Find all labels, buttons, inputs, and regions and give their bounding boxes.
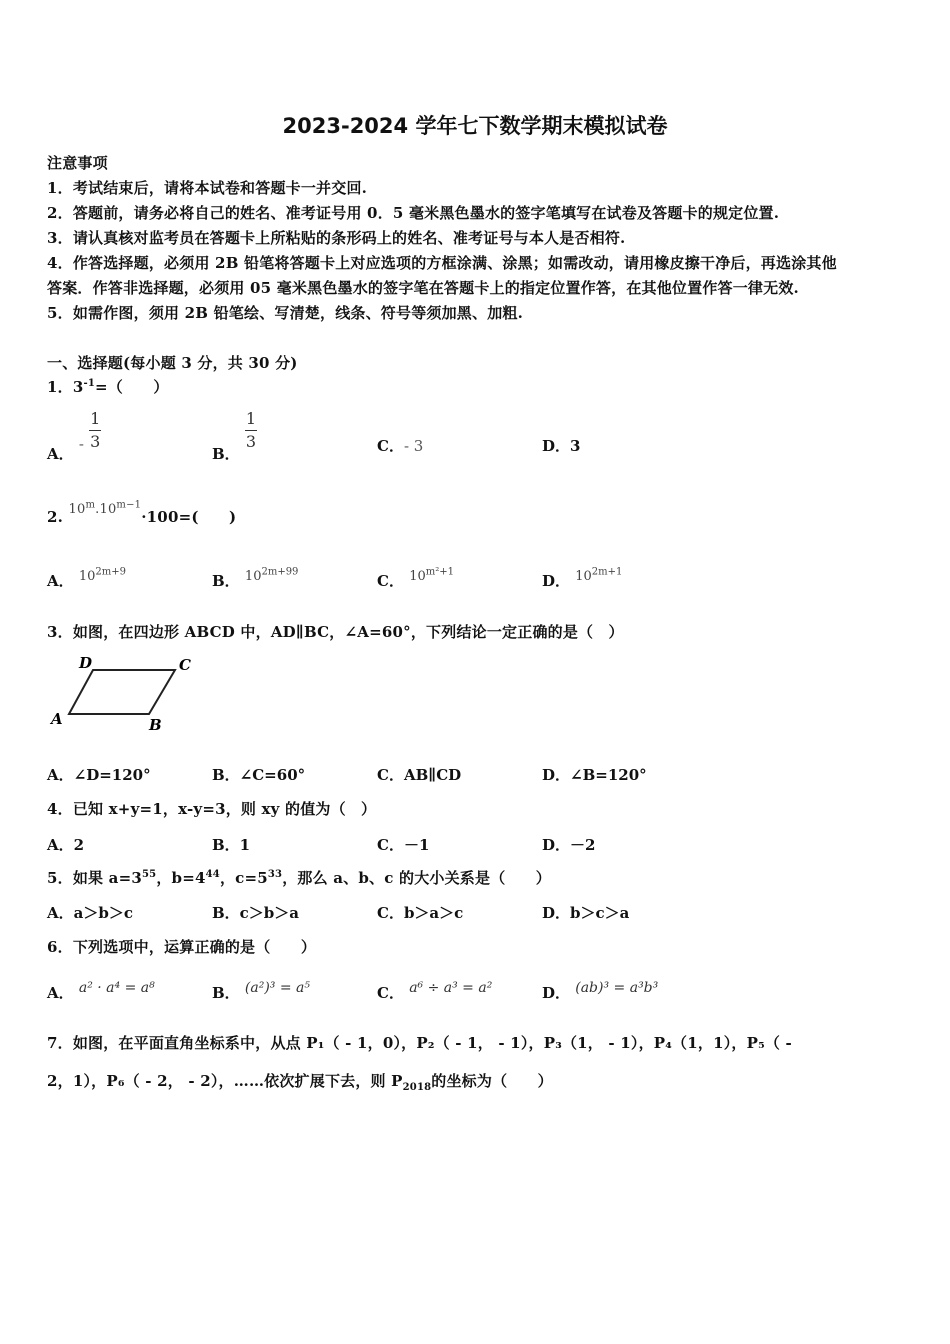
q2-option-a: A． $10^{2m+9}$ [47, 566, 127, 590]
q4-option-c: C．－1 [377, 836, 430, 854]
q3-option-d: D．∠B=120° [542, 766, 647, 784]
q6-option-d: D． (ab)³ = a³b³ [542, 980, 659, 1002]
label-b: B [149, 716, 162, 734]
notice-item-4-cont: 答案．作答非选择题，必须用 05 毫米黑色墨水的签字笔在答题卡上的指定位置作答，在其他位置作答一律无效. [47, 279, 799, 297]
section-heading: 一、选择题(每小题 3 分，共 30 分) [47, 354, 298, 372]
question-3-stem: 3．如图，在四边形 ABCD 中，AD∥BC，∠A=60°，下列结论一定正确的是（ ） [47, 623, 624, 641]
label-a: A [51, 710, 63, 728]
q4-option-b: B．1 [212, 836, 251, 854]
q2-option-b: B． $10^{2m+99}$ [212, 566, 299, 590]
notice-item-2: 2．答题前，请务必将自己的姓名、准考证号用 0．5 毫米黑色墨水的签字笔填写在试卷及答题卡的规定位置. [47, 204, 780, 222]
notice-item-4: 4．作答选择题，必须用 2B 铅笔将答题卡上对应选项的方框涂满、涂黑；如需改动，请用橡皮擦干净后，再选涂其他 [47, 254, 837, 272]
q1-option-b: B． $\frac{1}{3}$ [212, 409, 257, 463]
q4-option-a: A．2 [47, 836, 85, 854]
question-5-stem: 5．如果 $a=3^{55}$，$b=4^{44}$，$c=5^{33}$，那么 a、b、c 的大小关系是（ ） [47, 869, 552, 887]
question-7-stem-line2: 2，1），P₆（ - 2， - 2），……依次扩展下去，则 $P_{2018}$的坐标为（ ） [47, 1072, 553, 1093]
q1-option-d: D．3 [542, 437, 581, 455]
q3-option-a: A．∠D=120° [47, 766, 151, 784]
notice-item-5: 5．如需作图，须用 2B 铅笔绘、写清楚，线条、符号等须加黑、加粗. [47, 304, 524, 322]
page-title: 2023-2024 学年七下数学期末模拟试卷 [282, 114, 668, 138]
q5-option-d: D．b＞c＞a [542, 904, 630, 922]
label-d: D [79, 654, 93, 672]
question-2-stem: 2. $10^m.10^{m-1}\cdot 100=$( ) [47, 499, 237, 526]
q2-option-d: D． $10^{2m+1}$ [542, 566, 623, 590]
question-6-stem: 6．下列选项中，运算正确的是（ ） [47, 938, 317, 956]
q5-option-b: B．c＞b＞a [212, 904, 300, 922]
question-1-stem: 1．$3^{-1}=$（ ） [47, 378, 169, 396]
q3-option-c: C．AB∥CD [377, 766, 462, 784]
q5-option-a: A．a＞b＞c [47, 904, 133, 922]
q6-option-c: C． a⁶ ÷ a³ = a² [377, 980, 493, 1002]
question-7-stem-line1: 7．如图，在平面直角坐标系中，从点 P₁（ - 1，0），P₂（ - 1， - 1），P₃（1， - 1），P₄（1，1），P₅（ - [47, 1034, 792, 1052]
notice-heading: 注意事项 [47, 154, 108, 172]
notice-item-1: 1．考试结束后，请将本试卷和答题卡一并交回. [47, 179, 368, 197]
notice-item-3: 3．请认真核对监考员在答题卡上所粘贴的条形码上的姓名、准考证号与本人是否相符. [47, 229, 626, 247]
q3-option-b: B．∠C=60° [212, 766, 306, 784]
q1-option-c: C．- 3 [377, 437, 424, 455]
parallelogram-figure [47, 650, 207, 740]
q6-option-a: A． a² · a⁴ = a⁸ [47, 980, 155, 1002]
q1-b-fraction: $\frac{1}{3}$ [245, 409, 257, 451]
label-c: C [179, 656, 191, 674]
q1-a-fraction: $\frac{1}{3}$ [90, 409, 101, 451]
q1-option-a: A． - $\frac{1}{3}$ [47, 409, 101, 463]
q6-option-b: B． (a²)³ = a⁵ [212, 980, 311, 1002]
q5-option-c: C．b＞a＞c [377, 904, 464, 922]
q2-option-c: C． $10^{m^2+1}$ [377, 566, 454, 590]
q4-option-d: D．－2 [542, 836, 596, 854]
question-4-stem: 4．已知 x+y=1，x-y=3，则 xy 的值为（ ） [47, 800, 377, 818]
